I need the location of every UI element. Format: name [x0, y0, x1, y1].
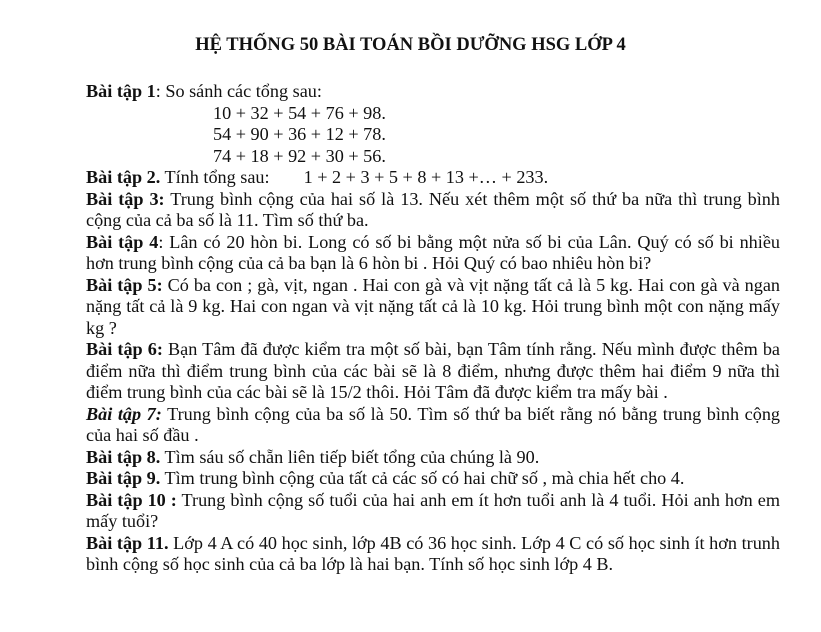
exercise-2	[86, 167, 780, 189]
sum-line-1: 10 + 32 + 54 + 76 + 98.	[213, 102, 386, 123]
document-title: HỆ THỐNG 50 BÀI TOÁN BỒI DƯỠNG HSG LỚP 4	[195, 35, 626, 55]
exercise-label: Bài tập 11.	[86, 532, 169, 553]
exercise-label: Bài tập 10 :	[86, 489, 177, 510]
exercise-text: Trung bình cộng của ba số là 50. Tìm số thứ ba biết rằng nó bằng trung bình cộng của hai số đầu .	[86, 403, 781, 445]
sum-expression: 1 + 2 + 3 + 5 + 8 + 13 +… + 233.	[303, 167, 549, 187]
exercise-text: Lớp 4 A có 40 học sinh, lớp 4B có 36 học sinh. Lớp 4 C có số học sinh ít hơn trunh bình cộng số học sinh của cả ba lớp là hai bạn. Tính số học sinh lớp 4 B.	[86, 532, 780, 574]
exercise-7	[86, 404, 780, 447]
exercise-label: Bài tập 7:	[86, 403, 162, 424]
exercise-text: Có ba con ; gà, vịt, ngan . Hai con gà và vịt nặng tất cả là 5 kg. Hai con gà và ngan nặng tất cả là 9 kg. Hai con ngan và vịt nặng tất cả là 10 kg. Hỏi trung bình một con nặng mấy kg ?	[86, 274, 780, 338]
exercise-5	[86, 275, 780, 340]
exercise-label: Bài tập 2.	[86, 167, 161, 187]
exercise-11	[86, 533, 780, 576]
exercise-4	[86, 232, 780, 275]
exercise-text: : So sánh các tổng sau:	[155, 81, 322, 101]
exercise-text: Trung bình cộng của hai số là 13. Nếu xét thêm một số thứ ba nữa thì trung bình cộng của cả ba số là 11. Tìm số thứ ba.	[86, 188, 780, 230]
exercise-text: Tính tổng sau:	[160, 167, 270, 187]
sum-line-3: 74 + 18 + 92 + 30 + 56.	[213, 145, 386, 166]
exercise-label: Bài tập 4	[86, 231, 159, 252]
exercise-text: Trung bình cộng số tuổi của hai anh em ít hơn tuổi anh là 4 tuổi. Hỏi anh hơn em mấy tuổi?	[86, 489, 780, 531]
exercise-text: Tìm trung bình cộng của tất cả các số có hai chữ số , mà chia hết cho 4.	[160, 468, 685, 488]
exercise-text: Bạn Tâm đã được kiểm tra một số bài, bạn Tâm tính rằng. Nếu mình được thêm ba điểm nữa thì điểm trung bình của các bài sẽ là 8 điểm, nhưng được thêm hai điểm 9 nữa thì điểm trung bình của các bài sẽ là 15/2 thôi. Hỏi Tâm đã được kiểm tra mấy bài .	[86, 339, 780, 402]
exercise-text: : Lân có 20 hòn bi. Long có số bi bằng một nửa số bi của Lân. Quý có số bi nhiều hơn trung bình cộng của cả ba bạn là 6 hòn bi . Hỏi Quý có bao nhiêu hòn bi?	[86, 231, 780, 273]
exercise-label: Bài tập 8.	[86, 446, 161, 467]
exercise-label: Bài tập 5:	[86, 274, 163, 295]
exercise-6	[86, 339, 780, 404]
exercise-label: Bài tập 9.	[86, 468, 161, 488]
exercise-10	[86, 490, 780, 533]
exercise-label: Bài tập 6:	[86, 339, 163, 359]
exercise-list	[86, 81, 780, 576]
exercise-label: Bài tập 3:	[86, 188, 165, 209]
exercise-3	[86, 189, 780, 232]
exercise-1	[86, 81, 780, 103]
exercise-label: Bài tập 1	[86, 81, 156, 101]
sum-line-2: 54 + 90 + 36 + 12 + 78.	[213, 124, 386, 144]
exercise-9	[86, 468, 780, 490]
exercise-8	[86, 447, 780, 469]
exercise-text: Tìm sáu số chẵn liên tiếp biết tổng của chúng là 90.	[160, 446, 540, 467]
